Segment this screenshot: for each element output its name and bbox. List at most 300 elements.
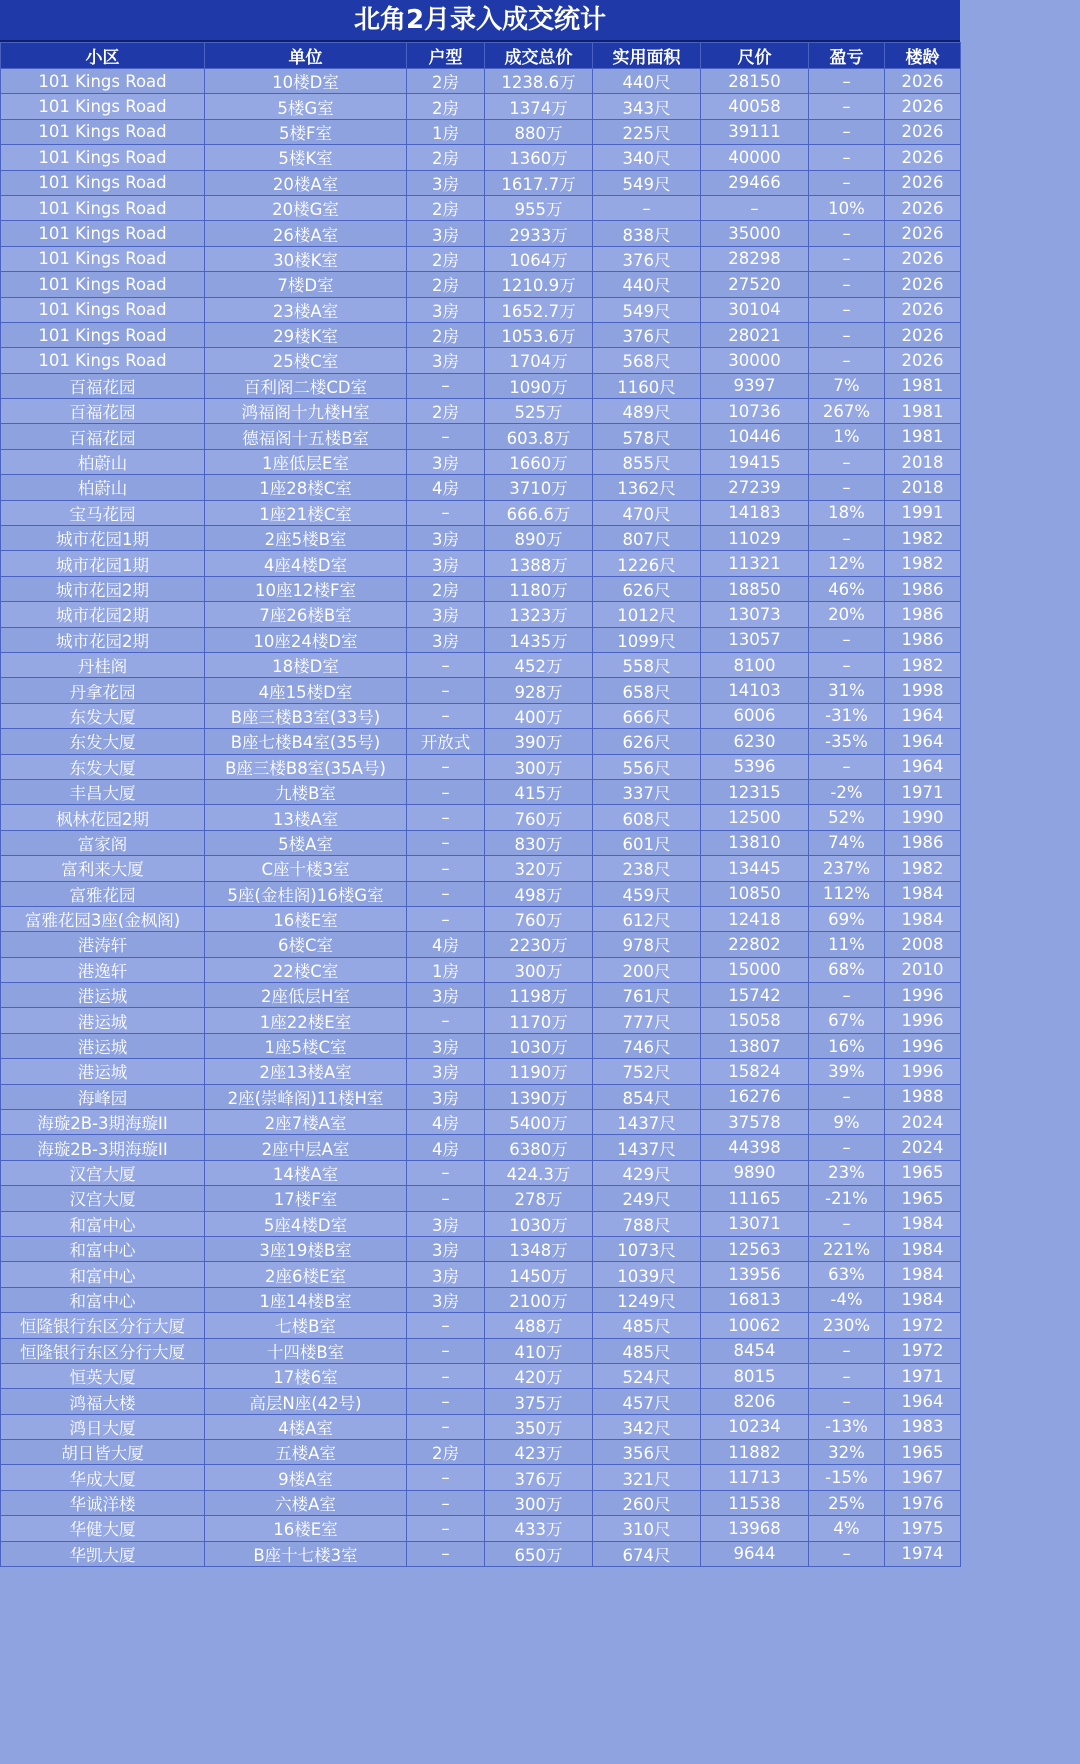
cell-unit: 十四楼B室 bbox=[205, 1338, 407, 1363]
cell-layout: 2房 bbox=[407, 272, 485, 297]
cell-gain-loss: 63% bbox=[809, 1262, 885, 1287]
cell-unit: B座七楼B4室(35号) bbox=[205, 729, 407, 754]
page-title: 北角2月录入成交统计 bbox=[0, 0, 960, 42]
table-row bbox=[1, 1033, 961, 1058]
cell-area: 310尺 bbox=[593, 1516, 701, 1541]
cell-estate: 华凯大厦 bbox=[1, 1541, 205, 1566]
table-row bbox=[1, 754, 961, 779]
cell-gain-loss: 20% bbox=[809, 602, 885, 627]
cell-estate: 港涛轩 bbox=[1, 932, 205, 957]
cell-layout: 开放式 bbox=[407, 729, 485, 754]
cell-unit: 7座26楼B室 bbox=[205, 602, 407, 627]
cell-estate: 海璇2B-3期海璇II bbox=[1, 1135, 205, 1160]
cell-area: 342尺 bbox=[593, 1414, 701, 1439]
cell-gain-loss: – bbox=[809, 221, 885, 246]
cell-unit: 7楼D室 bbox=[205, 272, 407, 297]
cell-unit: 鸿福阁十九楼H室 bbox=[205, 399, 407, 424]
column-header-estate: 小区 bbox=[1, 43, 205, 69]
cell-building-age: 1972 bbox=[885, 1338, 961, 1363]
cell-building-age: 1964 bbox=[885, 703, 961, 728]
cell-area: 807尺 bbox=[593, 526, 701, 551]
cell-unit: 30楼K室 bbox=[205, 246, 407, 271]
cell-gain-loss: – bbox=[809, 754, 885, 779]
cell-unit: 1座22楼E室 bbox=[205, 1008, 407, 1033]
cell-layout: – bbox=[407, 678, 485, 703]
table-row bbox=[1, 221, 961, 246]
cell-price: 6380万 bbox=[485, 1135, 593, 1160]
cell-gain-loss: 10% bbox=[809, 195, 885, 220]
cell-estate: 城市花园2期 bbox=[1, 602, 205, 627]
cell-gain-loss: – bbox=[809, 348, 885, 373]
cell-area: 1249尺 bbox=[593, 1287, 701, 1312]
table-row bbox=[1, 779, 961, 804]
transactions-table bbox=[0, 42, 961, 1567]
cell-area: 356尺 bbox=[593, 1440, 701, 1465]
table-row bbox=[1, 399, 961, 424]
cell-building-age: 1965 bbox=[885, 1186, 961, 1211]
cell-building-age: 1981 bbox=[885, 399, 961, 424]
cell-gain-loss: – bbox=[809, 652, 885, 677]
cell-gain-loss: 68% bbox=[809, 957, 885, 982]
cell-layout: – bbox=[407, 652, 485, 677]
cell-gain-loss: 31% bbox=[809, 678, 885, 703]
cell-gain-loss: – bbox=[809, 94, 885, 119]
cell-estate: 汉宫大厦 bbox=[1, 1160, 205, 1185]
cell-building-age: 1996 bbox=[885, 1059, 961, 1084]
cell-price-per-foot: 5396 bbox=[701, 754, 809, 779]
cell-estate: 城市花园1期 bbox=[1, 551, 205, 576]
cell-building-age: 2026 bbox=[885, 348, 961, 373]
table-row bbox=[1, 1541, 961, 1566]
cell-area: 249尺 bbox=[593, 1186, 701, 1211]
table-row bbox=[1, 119, 961, 144]
cell-price-per-foot: 22802 bbox=[701, 932, 809, 957]
cell-area: 429尺 bbox=[593, 1160, 701, 1185]
cell-building-age: 2010 bbox=[885, 957, 961, 982]
cell-gain-loss: 32% bbox=[809, 1440, 885, 1465]
cell-area: 788尺 bbox=[593, 1211, 701, 1236]
cell-estate: 港运城 bbox=[1, 1033, 205, 1058]
cell-price-per-foot: 6006 bbox=[701, 703, 809, 728]
cell-unit: 1座28楼C室 bbox=[205, 475, 407, 500]
cell-price: 525万 bbox=[485, 399, 593, 424]
cell-price-per-foot: 35000 bbox=[701, 221, 809, 246]
cell-layout: – bbox=[407, 500, 485, 525]
cell-estate: 101 Kings Road bbox=[1, 119, 205, 144]
table-row bbox=[1, 94, 961, 119]
cell-price-per-foot: 12418 bbox=[701, 906, 809, 931]
cell-layout: 2房 bbox=[407, 145, 485, 170]
cell-building-age: 1965 bbox=[885, 1160, 961, 1185]
cell-area: 200尺 bbox=[593, 957, 701, 982]
cell-price-per-foot: 6230 bbox=[701, 729, 809, 754]
cell-estate: 恒英大厦 bbox=[1, 1363, 205, 1388]
cell-area: 485尺 bbox=[593, 1338, 701, 1363]
cell-estate: 富雅花园3座(金枫阁) bbox=[1, 906, 205, 931]
cell-gain-loss: -4% bbox=[809, 1287, 885, 1312]
cell-price-per-foot: 10850 bbox=[701, 881, 809, 906]
cell-area: 457尺 bbox=[593, 1389, 701, 1414]
cell-layout: – bbox=[407, 373, 485, 398]
cell-price: 1210.9万 bbox=[485, 272, 593, 297]
table-row bbox=[1, 348, 961, 373]
cell-building-age: 1972 bbox=[885, 1313, 961, 1338]
table-row bbox=[1, 1262, 961, 1287]
cell-unit: 6楼C室 bbox=[205, 932, 407, 957]
cell-estate: 柏蔚山 bbox=[1, 449, 205, 474]
cell-unit: 25楼C室 bbox=[205, 348, 407, 373]
cell-building-age: 2018 bbox=[885, 475, 961, 500]
cell-price: 1388万 bbox=[485, 551, 593, 576]
cell-price-per-foot: 19415 bbox=[701, 449, 809, 474]
cell-gain-loss: 18% bbox=[809, 500, 885, 525]
cell-area: 489尺 bbox=[593, 399, 701, 424]
cell-unit: 26楼A室 bbox=[205, 221, 407, 246]
cell-building-age: 2018 bbox=[885, 449, 961, 474]
cell-gain-loss: – bbox=[809, 272, 885, 297]
cell-unit: 高层N座(42号) bbox=[205, 1389, 407, 1414]
cell-layout: – bbox=[407, 754, 485, 779]
cell-layout: – bbox=[407, 906, 485, 931]
column-header-layout: 户型 bbox=[407, 43, 485, 69]
table-row bbox=[1, 1287, 961, 1312]
cell-building-age: 1986 bbox=[885, 576, 961, 601]
cell-gain-loss: – bbox=[809, 297, 885, 322]
table-row bbox=[1, 1008, 961, 1033]
cell-building-age: 1967 bbox=[885, 1465, 961, 1490]
cell-unit: 16楼E室 bbox=[205, 906, 407, 931]
table-row bbox=[1, 1363, 961, 1388]
cell-gain-loss: 9% bbox=[809, 1110, 885, 1135]
cell-price: 928万 bbox=[485, 678, 593, 703]
cell-layout: 3房 bbox=[407, 348, 485, 373]
cell-layout: 2房 bbox=[407, 322, 485, 347]
table-row bbox=[1, 1084, 961, 1109]
cell-area: 549尺 bbox=[593, 297, 701, 322]
cell-unit: 4座4楼D室 bbox=[205, 551, 407, 576]
cell-gain-loss: – bbox=[809, 1211, 885, 1236]
cell-building-age: 1982 bbox=[885, 652, 961, 677]
table-row bbox=[1, 830, 961, 855]
cell-unit: B座十七楼3室 bbox=[205, 1541, 407, 1566]
cell-unit: 2座5楼B室 bbox=[205, 526, 407, 551]
cell-layout: 4房 bbox=[407, 475, 485, 500]
table-row bbox=[1, 1338, 961, 1363]
cell-area: 608尺 bbox=[593, 805, 701, 830]
cell-unit: 1座5楼C室 bbox=[205, 1033, 407, 1058]
table-row bbox=[1, 170, 961, 195]
cell-estate: 恒隆银行东区分行大厦 bbox=[1, 1338, 205, 1363]
cell-unit: 5楼K室 bbox=[205, 145, 407, 170]
table-row bbox=[1, 145, 961, 170]
cell-building-age: 1988 bbox=[885, 1084, 961, 1109]
table-row bbox=[1, 526, 961, 551]
cell-estate: 城市花园2期 bbox=[1, 627, 205, 652]
cell-price: 410万 bbox=[485, 1338, 593, 1363]
cell-price: 400万 bbox=[485, 703, 593, 728]
cell-area: 1437尺 bbox=[593, 1110, 701, 1135]
cell-gain-loss: 69% bbox=[809, 906, 885, 931]
cell-estate: 华诚洋楼 bbox=[1, 1490, 205, 1515]
table-row bbox=[1, 1059, 961, 1084]
cell-price: 488万 bbox=[485, 1313, 593, 1338]
cell-price: 760万 bbox=[485, 906, 593, 931]
cell-gain-loss: – bbox=[809, 1084, 885, 1109]
cell-layout: 4房 bbox=[407, 1135, 485, 1160]
cell-gain-loss: 74% bbox=[809, 830, 885, 855]
cell-area: 1362尺 bbox=[593, 475, 701, 500]
cell-price: 1348万 bbox=[485, 1236, 593, 1261]
cell-price-per-foot: 14103 bbox=[701, 678, 809, 703]
cell-price-per-foot: 18850 bbox=[701, 576, 809, 601]
table-row bbox=[1, 957, 961, 982]
table-row bbox=[1, 297, 961, 322]
cell-gain-loss: -35% bbox=[809, 729, 885, 754]
cell-estate: 丹拿花园 bbox=[1, 678, 205, 703]
table-row bbox=[1, 500, 961, 525]
cell-price: 603.8万 bbox=[485, 424, 593, 449]
cell-price: 300万 bbox=[485, 957, 593, 982]
column-header-building-age: 楼龄 bbox=[885, 43, 961, 69]
cell-price: 420万 bbox=[485, 1363, 593, 1388]
table-row bbox=[1, 932, 961, 957]
cell-price-per-foot: 12315 bbox=[701, 779, 809, 804]
cell-area: 440尺 bbox=[593, 272, 701, 297]
cell-building-age: 1965 bbox=[885, 1440, 961, 1465]
cell-unit: B座三楼B3室(33号) bbox=[205, 703, 407, 728]
cell-price-per-foot: 28298 bbox=[701, 246, 809, 271]
cell-area: 978尺 bbox=[593, 932, 701, 957]
cell-unit: 20楼A室 bbox=[205, 170, 407, 195]
cell-gain-loss: 39% bbox=[809, 1059, 885, 1084]
cell-building-age: 2026 bbox=[885, 69, 961, 94]
cell-layout: – bbox=[407, 1186, 485, 1211]
cell-area: 470尺 bbox=[593, 500, 701, 525]
cell-price-per-foot: 8206 bbox=[701, 1389, 809, 1414]
cell-estate: 百福花园 bbox=[1, 373, 205, 398]
cell-building-age: 1998 bbox=[885, 678, 961, 703]
cell-price: 1704万 bbox=[485, 348, 593, 373]
cell-unit: 1座21楼C室 bbox=[205, 500, 407, 525]
cell-layout: – bbox=[407, 1414, 485, 1439]
cell-price-per-foot: 12500 bbox=[701, 805, 809, 830]
cell-building-age: 1982 bbox=[885, 856, 961, 881]
column-header-unit: 单位 bbox=[205, 43, 407, 69]
table-row bbox=[1, 1160, 961, 1185]
cell-gain-loss: 16% bbox=[809, 1033, 885, 1058]
table-row bbox=[1, 322, 961, 347]
cell-layout: – bbox=[407, 779, 485, 804]
table-row bbox=[1, 1389, 961, 1414]
cell-layout: – bbox=[407, 881, 485, 906]
cell-layout: 2房 bbox=[407, 246, 485, 271]
cell-unit: 14楼A室 bbox=[205, 1160, 407, 1185]
cell-layout: – bbox=[407, 703, 485, 728]
cell-building-age: 2026 bbox=[885, 119, 961, 144]
cell-price: 278万 bbox=[485, 1186, 593, 1211]
cell-building-age: 1986 bbox=[885, 830, 961, 855]
cell-price: 5400万 bbox=[485, 1110, 593, 1135]
cell-unit: 2座6楼E室 bbox=[205, 1262, 407, 1287]
cell-area: 321尺 bbox=[593, 1465, 701, 1490]
table-row bbox=[1, 272, 961, 297]
cell-layout: 3房 bbox=[407, 627, 485, 652]
cell-estate: 101 Kings Road bbox=[1, 145, 205, 170]
cell-unit: 2座中层A室 bbox=[205, 1135, 407, 1160]
cell-unit: B座三楼B8室(35A号) bbox=[205, 754, 407, 779]
cell-layout: – bbox=[407, 1338, 485, 1363]
cell-estate: 港运城 bbox=[1, 1008, 205, 1033]
cell-unit: 4座15楼D室 bbox=[205, 678, 407, 703]
cell-unit: 5座4楼D室 bbox=[205, 1211, 407, 1236]
cell-building-age: 2026 bbox=[885, 246, 961, 271]
column-header-area: 实用面积 bbox=[593, 43, 701, 69]
cell-building-age: 1984 bbox=[885, 1211, 961, 1236]
cell-gain-loss: – bbox=[809, 1338, 885, 1363]
cell-price-per-foot: 11029 bbox=[701, 526, 809, 551]
cell-building-age: 1975 bbox=[885, 1516, 961, 1541]
table-row bbox=[1, 602, 961, 627]
cell-estate: 汉宫大厦 bbox=[1, 1186, 205, 1211]
cell-gain-loss: 46% bbox=[809, 576, 885, 601]
table-row bbox=[1, 576, 961, 601]
cell-layout: 3房 bbox=[407, 1287, 485, 1312]
cell-layout: 4房 bbox=[407, 1110, 485, 1135]
cell-price-per-foot: 13071 bbox=[701, 1211, 809, 1236]
cell-estate: 富利来大厦 bbox=[1, 856, 205, 881]
cell-layout: – bbox=[407, 1160, 485, 1185]
table-row bbox=[1, 1236, 961, 1261]
cell-price: 1450万 bbox=[485, 1262, 593, 1287]
cell-price: 1190万 bbox=[485, 1059, 593, 1084]
cell-layout: – bbox=[407, 1008, 485, 1033]
cell-estate: 鸿日大厦 bbox=[1, 1414, 205, 1439]
cell-estate: 港运城 bbox=[1, 983, 205, 1008]
cell-estate: 城市花园2期 bbox=[1, 576, 205, 601]
cell-unit: 2座(崇峰阁)11楼H室 bbox=[205, 1084, 407, 1109]
cell-layout: 1房 bbox=[407, 119, 485, 144]
cell-estate: 柏蔚山 bbox=[1, 475, 205, 500]
cell-estate: 101 Kings Road bbox=[1, 348, 205, 373]
cell-building-age: 2026 bbox=[885, 322, 961, 347]
table-row bbox=[1, 551, 961, 576]
cell-layout: – bbox=[407, 856, 485, 881]
cell-layout: 4房 bbox=[407, 932, 485, 957]
cell-area: 556尺 bbox=[593, 754, 701, 779]
cell-price-per-foot: 9890 bbox=[701, 1160, 809, 1185]
cell-price-per-foot: 40000 bbox=[701, 145, 809, 170]
cell-price: 423万 bbox=[485, 1440, 593, 1465]
cell-area: 855尺 bbox=[593, 449, 701, 474]
cell-estate: 鸿福大楼 bbox=[1, 1389, 205, 1414]
cell-building-age: 1991 bbox=[885, 500, 961, 525]
table-row bbox=[1, 195, 961, 220]
cell-estate: 101 Kings Road bbox=[1, 322, 205, 347]
cell-gain-loss: – bbox=[809, 246, 885, 271]
cell-estate: 101 Kings Road bbox=[1, 170, 205, 195]
cell-layout: 3房 bbox=[407, 551, 485, 576]
cell-building-age: 1996 bbox=[885, 983, 961, 1008]
cell-price-per-foot: 16813 bbox=[701, 1287, 809, 1312]
cell-gain-loss: 1% bbox=[809, 424, 885, 449]
cell-area: 340尺 bbox=[593, 145, 701, 170]
table-row bbox=[1, 1490, 961, 1515]
cell-layout: – bbox=[407, 1516, 485, 1541]
cell-price: 1617.7万 bbox=[485, 170, 593, 195]
cell-layout: 3房 bbox=[407, 1033, 485, 1058]
cell-area: 1099尺 bbox=[593, 627, 701, 652]
cell-gain-loss: – bbox=[809, 119, 885, 144]
cell-price-per-foot: 40058 bbox=[701, 94, 809, 119]
cell-price-per-foot: 10446 bbox=[701, 424, 809, 449]
cell-unit: 23楼A室 bbox=[205, 297, 407, 322]
cell-estate: 城市花园1期 bbox=[1, 526, 205, 551]
cell-area: 626尺 bbox=[593, 729, 701, 754]
cell-price-per-foot: 9644 bbox=[701, 1541, 809, 1566]
cell-price-per-foot: 11321 bbox=[701, 551, 809, 576]
cell-unit: 16楼E室 bbox=[205, 1516, 407, 1541]
cell-layout: 2房 bbox=[407, 69, 485, 94]
cell-layout: 3房 bbox=[407, 1059, 485, 1084]
cell-gain-loss: – bbox=[809, 526, 885, 551]
cell-building-age: 1976 bbox=[885, 1490, 961, 1515]
cell-price-per-foot: 10736 bbox=[701, 399, 809, 424]
table-row bbox=[1, 69, 961, 94]
cell-unit: 七楼B室 bbox=[205, 1313, 407, 1338]
table-row bbox=[1, 627, 961, 652]
cell-area: 1073尺 bbox=[593, 1236, 701, 1261]
cell-unit: 9楼A室 bbox=[205, 1465, 407, 1490]
cell-building-age: 1984 bbox=[885, 881, 961, 906]
cell-layout: 2房 bbox=[407, 1440, 485, 1465]
cell-estate: 丹桂阁 bbox=[1, 652, 205, 677]
table-row bbox=[1, 1440, 961, 1465]
table-row bbox=[1, 1186, 961, 1211]
cell-price: 300万 bbox=[485, 1490, 593, 1515]
cell-building-age: 1964 bbox=[885, 754, 961, 779]
cell-price: 350万 bbox=[485, 1414, 593, 1439]
cell-building-age: 1981 bbox=[885, 424, 961, 449]
cell-building-age: 2024 bbox=[885, 1110, 961, 1135]
cell-price-per-foot: 28021 bbox=[701, 322, 809, 347]
cell-layout: 3房 bbox=[407, 1084, 485, 1109]
cell-estate: 华健大厦 bbox=[1, 1516, 205, 1541]
cell-building-age: 2026 bbox=[885, 195, 961, 220]
cell-price-per-foot: 11882 bbox=[701, 1440, 809, 1465]
cell-price: 1170万 bbox=[485, 1008, 593, 1033]
cell-price-per-foot: 29466 bbox=[701, 170, 809, 195]
table-row bbox=[1, 373, 961, 398]
cell-gain-loss: -21% bbox=[809, 1186, 885, 1211]
cell-estate: 丰昌大厦 bbox=[1, 779, 205, 804]
cell-unit: 10座24楼D室 bbox=[205, 627, 407, 652]
cell-layout: 2房 bbox=[407, 94, 485, 119]
cell-price-per-foot: 13073 bbox=[701, 602, 809, 627]
cell-price-per-foot: 14183 bbox=[701, 500, 809, 525]
cell-gain-loss: – bbox=[809, 1135, 885, 1160]
cell-price: 1090万 bbox=[485, 373, 593, 398]
cell-gain-loss: 12% bbox=[809, 551, 885, 576]
cell-price-per-foot: 13956 bbox=[701, 1262, 809, 1287]
table-row bbox=[1, 424, 961, 449]
cell-unit: 2座13楼A室 bbox=[205, 1059, 407, 1084]
cell-price: 390万 bbox=[485, 729, 593, 754]
header-row bbox=[1, 43, 961, 69]
cell-price: 1652.7万 bbox=[485, 297, 593, 322]
cell-price-per-foot: 15824 bbox=[701, 1059, 809, 1084]
cell-building-age: 1981 bbox=[885, 373, 961, 398]
cell-price-per-foot: 13810 bbox=[701, 830, 809, 855]
